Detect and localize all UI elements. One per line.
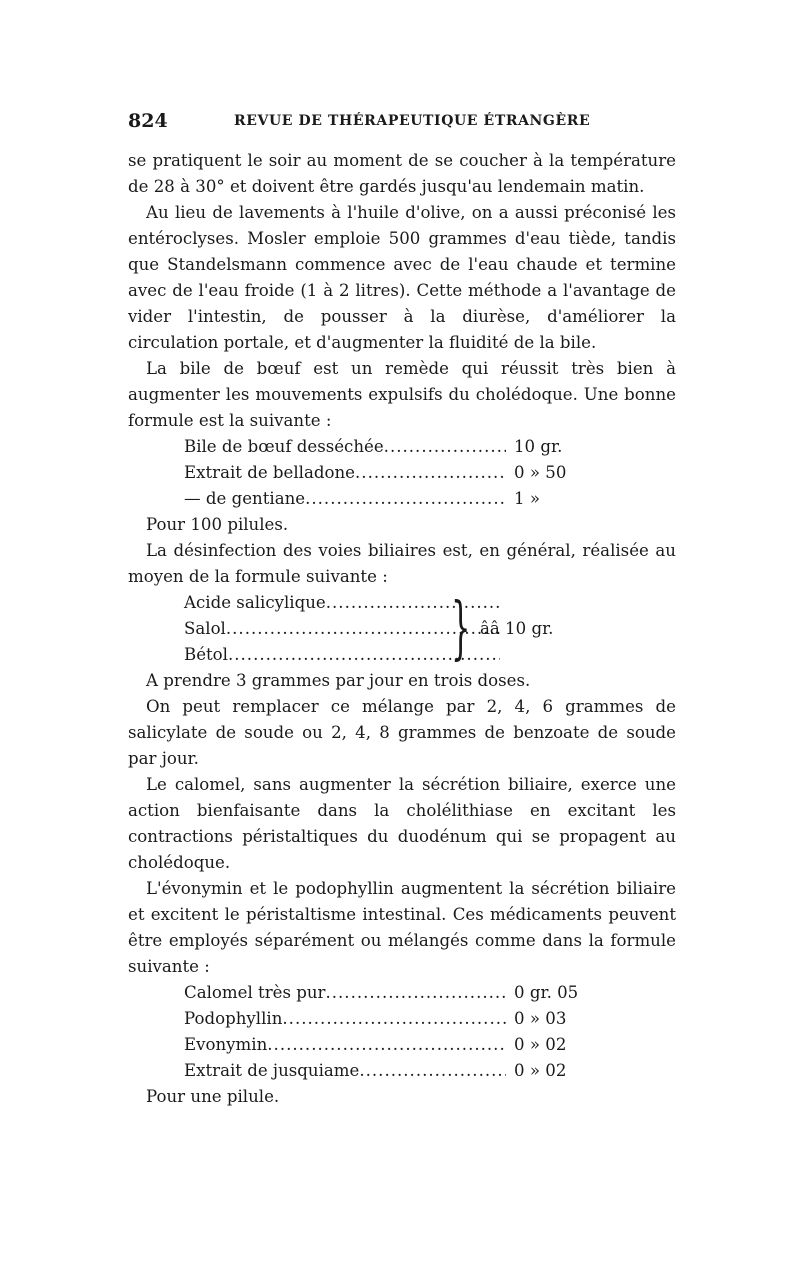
paragraph-4: La désinfection des voies biliaires est, en général, réalisée au moyen de la formule suivante : — [128, 541, 676, 586]
ingredient-name: Salol — [184, 619, 226, 638]
leader-dots — [384, 434, 506, 460]
group-qty: ââ 10 gr. — [480, 619, 554, 638]
formula-line — [184, 1032, 626, 1058]
ingredient-qty: 1 » — [514, 489, 540, 508]
formula-desinfection — [128, 590, 680, 668]
formula-line — [184, 1058, 626, 1084]
page-header — [128, 110, 676, 140]
pour-une-pilule: Pour une pilule. — [146, 1087, 280, 1106]
paragraph-2: Au lieu de lavements à l'huile d'olive, on a aussi préconisé les entéroclyses. Mosler emploie 500 grammes d'eau tiède, tandis que Standelsmann commence avec de l'eau chaude et termine avec de l'eau froide (1 à 2 litres). Cette méthode a l'avantage de vider l'intestin, de pousser à la diurèse, d'améliorer la circulation portale, et d'augmenter la fluidité de la bile. — [128, 203, 676, 352]
ingredient-qty: 0 gr. 05 — [514, 983, 579, 1002]
leader-dots — [305, 486, 506, 512]
formula-line — [184, 1006, 626, 1032]
leader-dots — [359, 1058, 506, 1084]
leader-dots — [355, 460, 506, 486]
paragraph-5: On peut remplacer ce mélange par 2, 4, 6 grammes de salicylate de soude ou 2, 4, 8 grammes de benzoate de soude par jour. — [128, 697, 676, 768]
ingredient-name: Podophyllin — [184, 1009, 283, 1028]
formula-pilule — [128, 980, 626, 1084]
formula-bile — [128, 434, 626, 512]
formula-line — [184, 486, 626, 512]
brace: } — [451, 589, 471, 668]
ingredient-qty: 10 gr. — [514, 437, 563, 456]
ingredient-name: Bétol — [184, 645, 228, 664]
ingredient-qty: 0 » 50 — [514, 463, 567, 482]
ingredient-qty: 0 » 02 — [514, 1061, 567, 1080]
paragraph-7: L'évonymin et le podophyllin augmentent la sécrétion biliaire et excitent le péristaltisme intestinal. Ces médicaments peuvent être employés séparément ou mélangés comme dans la formule suivante : — [128, 879, 676, 976]
paragraph-6: Le calomel, sans augmenter la sécrétion biliaire, exerce une action bienfaisante dans la cholélithiase en excitant les contractions péristaltiques du duodénum qui se propagent au cholédoque. — [128, 775, 676, 872]
ingredient-qty: 0 » 03 — [514, 1009, 567, 1028]
ingredient-name: Bile de bœuf desséchée — [184, 437, 384, 456]
leader-dots — [282, 1006, 506, 1032]
paragraph-3: La bile de bœuf est un remède qui réussit très bien à augmenter les mouvements expulsifs du cholédoque. Une bonne formule est la suivante : — [128, 359, 676, 430]
pour-100-pilules: Pour 100 pilules. — [146, 515, 289, 534]
leader-dots — [326, 590, 500, 616]
body-text — [128, 148, 676, 1110]
page-number: 824 — [128, 110, 168, 132]
ingredient-name: Evonymin — [184, 1035, 268, 1054]
paragraph-1: se pratiquent le soir au moment de se coucher à la température de 28 à 30° et doivent être gardés jusqu'au lendemain matin. — [128, 151, 676, 196]
running-title: REVUE DE THÉRAPEUTIQUE ÉTRANGÈRE — [234, 113, 591, 129]
a-prendre: A prendre 3 grammes par jour en trois doses. — [146, 671, 531, 690]
formula-line — [184, 460, 626, 486]
ingredient-name: — de gentiane — [184, 489, 306, 508]
formula-line — [184, 980, 626, 1006]
leader-dots — [325, 980, 506, 1006]
document-page — [128, 110, 676, 1110]
leader-dots — [267, 1032, 506, 1058]
ingredient-name: Calomel très pur — [184, 983, 326, 1002]
ingredient-name: Extrait de jusquiame — [184, 1061, 360, 1080]
formula-line — [184, 434, 626, 460]
ingredient-name: Acide salicylique — [184, 593, 326, 612]
ingredient-name: Extrait de belladone — [184, 463, 356, 482]
ingredient-qty: 0 » 02 — [514, 1035, 567, 1054]
